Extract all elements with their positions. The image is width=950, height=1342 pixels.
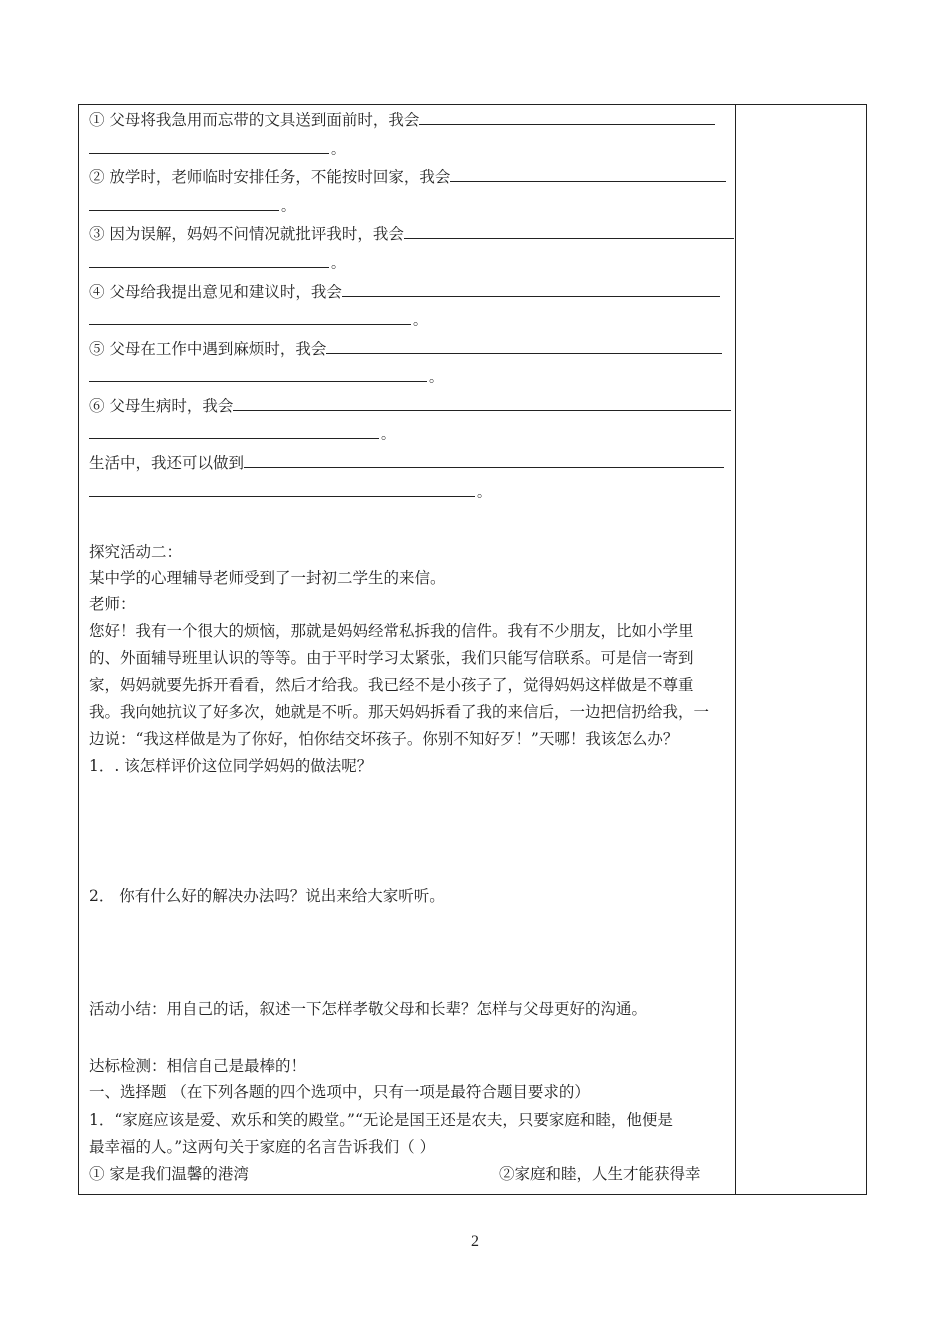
prompt-5-continuation xyxy=(89,366,443,388)
question-2: 2． 你有什么好的解决办法吗？说出来给大家听听。 xyxy=(89,887,445,905)
period-mark: 。 xyxy=(331,142,345,158)
table-column-divider xyxy=(735,104,736,1195)
prompt-1-continuation xyxy=(89,138,345,160)
prompt-1-text: ① 父母将我急用而忘带的文具送到面前时，我会 xyxy=(89,111,420,129)
test-section: 一、选择题 （在下列各题的四个选项中，只有一项是最符合题目要求的） xyxy=(89,1083,590,1101)
answer-blank[interactable] xyxy=(89,253,329,268)
period-mark: 。 xyxy=(413,313,427,329)
prompt-3-text: ③ 因为误解，妈妈不问情况就批评我时，我会 xyxy=(89,225,404,243)
answer-blank[interactable] xyxy=(450,167,726,182)
answer-blank[interactable] xyxy=(419,110,715,125)
answer-blank[interactable] xyxy=(326,339,722,354)
question-1: 1．. 该怎样评价这位同学妈妈的做法呢？ xyxy=(89,757,373,775)
letter-line: 的、外面辅导班里认识的等等。由于平时学习太紧张，我们只能写信联系。可是信一寄到 xyxy=(89,649,694,667)
answer-blank[interactable] xyxy=(233,396,731,411)
activity-summary: 活动小结：用自己的话，叙述一下怎样孝敬父母和长辈？怎样与父母更好的沟通。 xyxy=(89,1000,648,1018)
letter-line: 您好！我有一个很大的烦恼，那就是妈妈经常私拆我的信件。我有不少朋友，比如小学里 xyxy=(89,622,694,640)
prompt-6-text: ⑥ 父母生病时，我会 xyxy=(89,397,234,415)
period-mark: 。 xyxy=(281,199,295,215)
answer-blank[interactable] xyxy=(89,310,411,325)
letter-line: 我。我向她抗议了好多次，她就是不听。那天妈妈拆看了我的来信后，一边把信扔给我，一 xyxy=(89,703,710,721)
prompt-7-text: 生活中，我还可以做到 xyxy=(89,454,245,472)
activity2-intro: 某中学的心理辅导老师受到了一封初二学生的来信。 xyxy=(89,569,446,587)
prompt-6 xyxy=(89,395,731,417)
period-mark: 。 xyxy=(477,485,491,501)
answer-blank[interactable] xyxy=(89,367,427,382)
prompt-7 xyxy=(89,452,724,474)
period-mark: 。 xyxy=(331,256,345,272)
answer-blank[interactable] xyxy=(342,282,720,297)
period-mark: 。 xyxy=(429,370,443,386)
page-number: 2 xyxy=(471,1233,479,1250)
answer-blank[interactable] xyxy=(89,424,379,439)
answer-blank[interactable] xyxy=(89,139,329,154)
prompt-2-continuation xyxy=(89,195,295,217)
test-option-1: ① 家是我们温馨的港湾 xyxy=(89,1165,249,1183)
test-question-1: 1．“家庭应该是爱、欢乐和笑的殿堂。”“无论是国王还是农夫，只要家庭和睦，他便是 xyxy=(89,1111,673,1129)
letter-salutation: 老师： xyxy=(89,595,136,613)
answer-blank[interactable] xyxy=(89,482,475,497)
prompt-1 xyxy=(89,109,715,131)
prompt-4-text: ④ 父母给我提出意见和建议时，我会 xyxy=(89,283,342,301)
letter-line: 家，妈妈就要先拆开看看，然后才给我。我已经不是小孩子了，觉得妈妈这样做是不尊重 xyxy=(89,676,694,694)
prompt-6-continuation xyxy=(89,423,395,445)
prompt-4-continuation xyxy=(89,309,427,331)
answer-blank[interactable] xyxy=(404,224,734,239)
test-heading: 达标检测：相信自己是最棒的！ xyxy=(89,1057,307,1075)
answer-blank[interactable] xyxy=(244,453,724,468)
prompt-4 xyxy=(89,281,720,303)
prompt-2 xyxy=(89,166,726,188)
prompt-3 xyxy=(89,223,734,245)
prompt-3-continuation xyxy=(89,252,345,274)
test-question-1-cont: 最幸福的人。”这两句关于家庭的名言告诉我们（ ） xyxy=(89,1138,436,1156)
prompt-2-text: ② 放学时，老师临时安排任务，不能按时回家，我会 xyxy=(89,168,451,186)
prompt-7-continuation xyxy=(89,481,491,503)
period-mark: 。 xyxy=(381,427,395,443)
activity2-heading: 探究活动二： xyxy=(89,543,183,561)
answer-blank[interactable] xyxy=(89,196,279,211)
letter-line: 边说：“我这样做是为了你好，怕你结交坏孩子。你别不知好歹！”天哪！我该怎么办？ xyxy=(89,730,679,748)
test-option-2: ②家庭和睦，人生才能获得幸 xyxy=(499,1165,701,1183)
prompt-5-text: ⑤ 父母在工作中遇到麻烦时，我会 xyxy=(89,340,327,358)
prompt-5 xyxy=(89,338,722,360)
